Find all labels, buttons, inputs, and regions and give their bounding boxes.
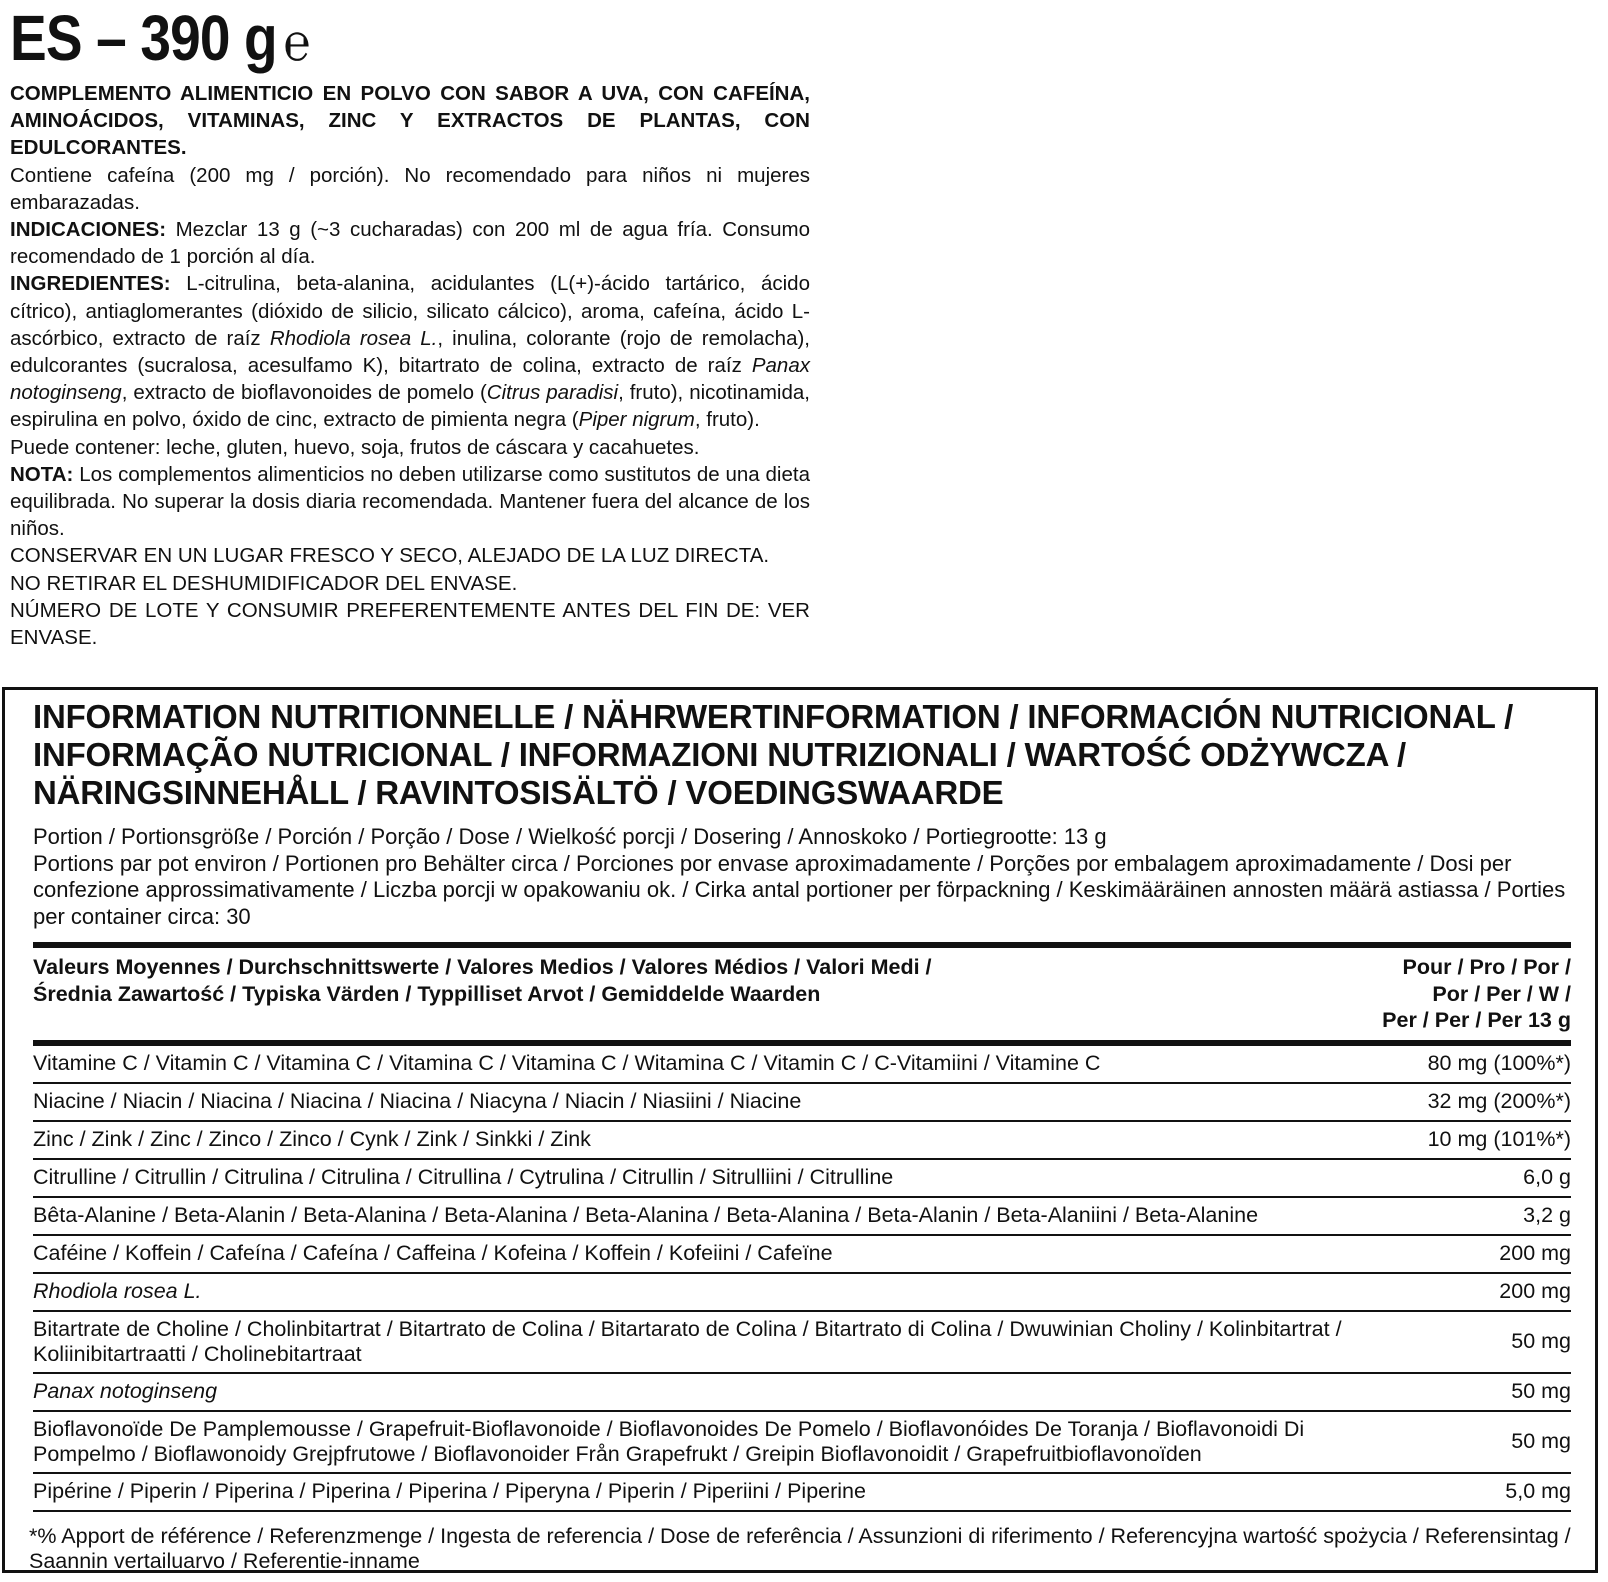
nutrient-value: 5,0 mg xyxy=(1505,1479,1571,1503)
nutrition-title: INFORMATION NUTRITIONNELLE / NÄHRWERTINFORMATION / INFORMACIÓN NUTRICIONAL / INFORMAÇÃO NUTRICIONAL / INFORMAZIONI NUTRIZIONALI / WARTOŚĆ ODŻYWCZA / NÄRINGSINNEHÅLL / RAVINTOSISÄLTÖ / VOEDINGSWAARDE xyxy=(33,698,1514,811)
ingredients-text: , extracto de bioflavonoides de pomelo ( xyxy=(121,381,487,405)
nutrient-name: Bioflavonoïde De Pamplemousse / Grapefruit-Bioflavonoide / Bioflavonoides De Pomelo / Bioflavonóides De Toranja / Bioflavonoidi Di Pompelmo / Bioflawonoidy Grejpfrutowe / Bioflavonoider Från Grapefrukt / Greipin Bioflavonoidit / Grapefruitbioflavonoïden xyxy=(33,1416,1305,1466)
nutrient-name: Rhodiola rosea L. xyxy=(33,1279,202,1303)
header-per-line: Per / Per / Per 13 g xyxy=(1382,1008,1571,1032)
ingredients-text: , inulina, colorante (rojo de remolacha), edulcorantes (sucralosa, acesulfamo K), bitartrato de colina, extracto de raíz xyxy=(10,326,810,378)
ingredient-rhodiola: Rhodiola rosea L. xyxy=(269,326,438,350)
header-per-line: Pour / Pro / Por / xyxy=(1402,955,1571,979)
header-average-values: Valeurs Moyennes / Durchschnittswerte / Valores Medios / Valores Médios / Valori Medi / Średnia Zawartość / Typiska Värden / Typpilliset Arvot / Gemiddelde Waarden xyxy=(33,955,932,1006)
nutrient-name: Caféine / Koffein / Cafeína / Cafeína / Caffeina / Kofeina / Koffein / Kofeiini / Cafeïne xyxy=(33,1241,833,1265)
table-row xyxy=(33,1046,1571,1084)
header-per-portion xyxy=(1311,954,1571,1034)
nutrient-value: 50 mg xyxy=(1511,1429,1571,1453)
table-row xyxy=(33,1084,1571,1122)
product-text xyxy=(10,80,810,651)
desiccant-text: NO RETIRAR EL DESHUMIDIFICADOR DEL ENVASE. xyxy=(10,571,518,595)
nutrient-value: 200 mg xyxy=(1499,1241,1571,1265)
table-header xyxy=(33,948,1571,1046)
portion-info xyxy=(33,824,1571,930)
table-row xyxy=(33,1374,1571,1412)
nutrient-name: Panax notoginseng xyxy=(33,1379,218,1403)
header-per-line: Por / Per / W / xyxy=(1432,981,1571,1006)
nutrient-name: Bêta-Alanine / Beta-Alanin / Beta-Alanina / Beta-Alanina / Beta-Alanina / Beta-Alanina / Beta-Alanin / Beta-Alaniini / Beta-Alanine xyxy=(33,1203,1259,1227)
table-row xyxy=(33,1198,1571,1236)
table-row xyxy=(33,1122,1571,1160)
page-title xyxy=(10,0,698,80)
ingredients-text: , fruto). xyxy=(694,408,760,432)
label-text-section xyxy=(10,0,810,651)
storage-text: CONSERVAR EN UN LUGAR FRESCO Y SECO, ALEJADO DE LA LUZ DIRECTA. xyxy=(10,544,770,568)
ingredients xyxy=(10,270,810,433)
nutrient-name: Citrulline / Citrullin / Citrulina / Citrulina / Citrullina / Cytrulina / Citrullin / Sitrulliini / Citrulline xyxy=(33,1165,894,1189)
table-row xyxy=(33,1274,1571,1312)
nutrient-name: Zinc / Zink / Zinc / Zinco / Zinco / Cynk / Zink / Sinkki / Zink xyxy=(33,1127,591,1151)
estimated-sign-icon: ℮ xyxy=(283,13,310,73)
nutrition-box xyxy=(2,687,1598,1573)
table-row xyxy=(33,1412,1571,1474)
nutrition-table xyxy=(33,942,1571,1512)
note-text: Los complementos alimenticios no deben utilizarse como sustitutos de una dieta equilibrada. No superar la dosis diaria recomendada. Mantener fuera del alcance de los niños. xyxy=(10,462,810,541)
table-row xyxy=(33,1312,1571,1374)
table-row xyxy=(33,1236,1571,1274)
lot-text: NÚMERO DE LOTE Y CONSUMIR PREFERENTEMENTE ANTES DEL FIN DE: VER ENVASE. xyxy=(10,598,810,650)
nutrient-name: Bitartrate de Choline / Cholinbitartrat / Bitartrato de Colina / Bitartarato de Colina / Bitartrato di Colina / Dwuwinian Choliny / Kolinbitartrat / Koliinibitartraatti / Cholinebitartraat xyxy=(33,1316,1342,1366)
allergens: Puede contener: leche, gluten, huevo, soja, frutos de cáscara y cacahuetes. xyxy=(10,435,700,459)
product-description: COMPLEMENTO ALIMENTICIO EN POLVO CON SABOR A UVA, CON CAFEÍNA, AMINOÁCIDOS, VITAMINAS, ZINC Y EXTRACTOS DE PLANTAS, CON EDULCORANTES. xyxy=(10,82,810,160)
ingredient-panax: Panax notoginseng xyxy=(10,354,810,405)
portion-size: Portion / Portionsgröße / Porción / Porção / Dose / Wielkość porcji / Dosering / Annoskoko / Portiegrootte: 13 g xyxy=(33,824,1107,849)
note-label: NOTA: xyxy=(10,462,74,486)
nutrient-name: Pipérine / Piperin / Piperina / Piperina / Piperina / Piperyna / Piperin / Piperiini / Piperine xyxy=(33,1479,866,1503)
nutrient-name: Vitamine C / Vitamin C / Vitamina C / Vitamina C / Vitamina C / Witamina C / Vitamin C / C-Vitamiini / Vitamine C xyxy=(33,1051,1101,1075)
nutrient-value: 50 mg xyxy=(1511,1329,1571,1353)
caffeine-warning: Contiene cafeína (200 mg / porción). No recomendado para niños ni mujeres embarazadas. xyxy=(10,163,810,214)
table-row xyxy=(33,1474,1571,1512)
ingredients-label: INGREDIENTES: xyxy=(10,272,171,296)
servings-per-container: Portions par pot environ / Portionen pro Behälter circa / Porciones por envase aproximadamente / Porções por embalagem aproximadamente / Dosi per confezione approssimativamente / Liczba porcji w opakowaniu ok. / Cirka antal portioner per förpackning / Keskimääräinen annosten määrä astiassa / Porties per container circa: 30 xyxy=(33,850,1566,929)
nutrient-value: 10 mg (101%*) xyxy=(1427,1127,1571,1151)
note xyxy=(10,461,810,543)
ingredients-text: L-citrulina, beta-alanina, acidulantes (L(+)-ácido tartárico, ácido cítrico), antiaglomerantes (dióxido de silicio, silicato cálcico), aroma, cafeína, ácido L-ascórbico, extracto de raíz xyxy=(10,272,810,350)
nutrient-value: 32 mg (200%*) xyxy=(1427,1089,1571,1113)
nutrient-value: 3,2 g xyxy=(1523,1203,1571,1227)
nutrient-value: 50 mg xyxy=(1511,1379,1571,1403)
indications-label: INDICACIONES: xyxy=(10,218,167,242)
ingredient-citrus: Citrus paradisi xyxy=(486,381,619,405)
nutrient-value: 200 mg xyxy=(1499,1279,1571,1303)
ingredient-piper: Piper nigrum xyxy=(578,408,695,432)
indications-text: Mezclar 13 g (~3 cucharadas) con 200 ml de agua fría. Consumo recomendado de 1 porción al día. xyxy=(10,218,810,269)
nutrient-value: 6,0 g xyxy=(1523,1165,1571,1189)
nutrient-value: 80 mg (100%*) xyxy=(1427,1051,1571,1075)
reference-intake-footnote: *% Apport de référence / Referenzmenge / Ingesta de referencia / Dose de referência / Assunzioni di riferimento / Referencyjna wartość spożycia / Referensintag / Saannin vertailuarvo / Referentie-inname xyxy=(29,1523,1571,1573)
indications xyxy=(10,216,810,270)
table-row xyxy=(33,1160,1571,1198)
nutrient-name: Niacine / Niacin / Niacina / Niacina / Niacina / Niacyna / Niacin / Niasiini / Niacine xyxy=(33,1089,802,1113)
ingredients-text: , fruto), nicotinamida, espirulina en polvo, óxido de cinc, extracto de pimienta negra ( xyxy=(10,381,810,432)
title-text: ES – 390 g xyxy=(10,2,277,74)
